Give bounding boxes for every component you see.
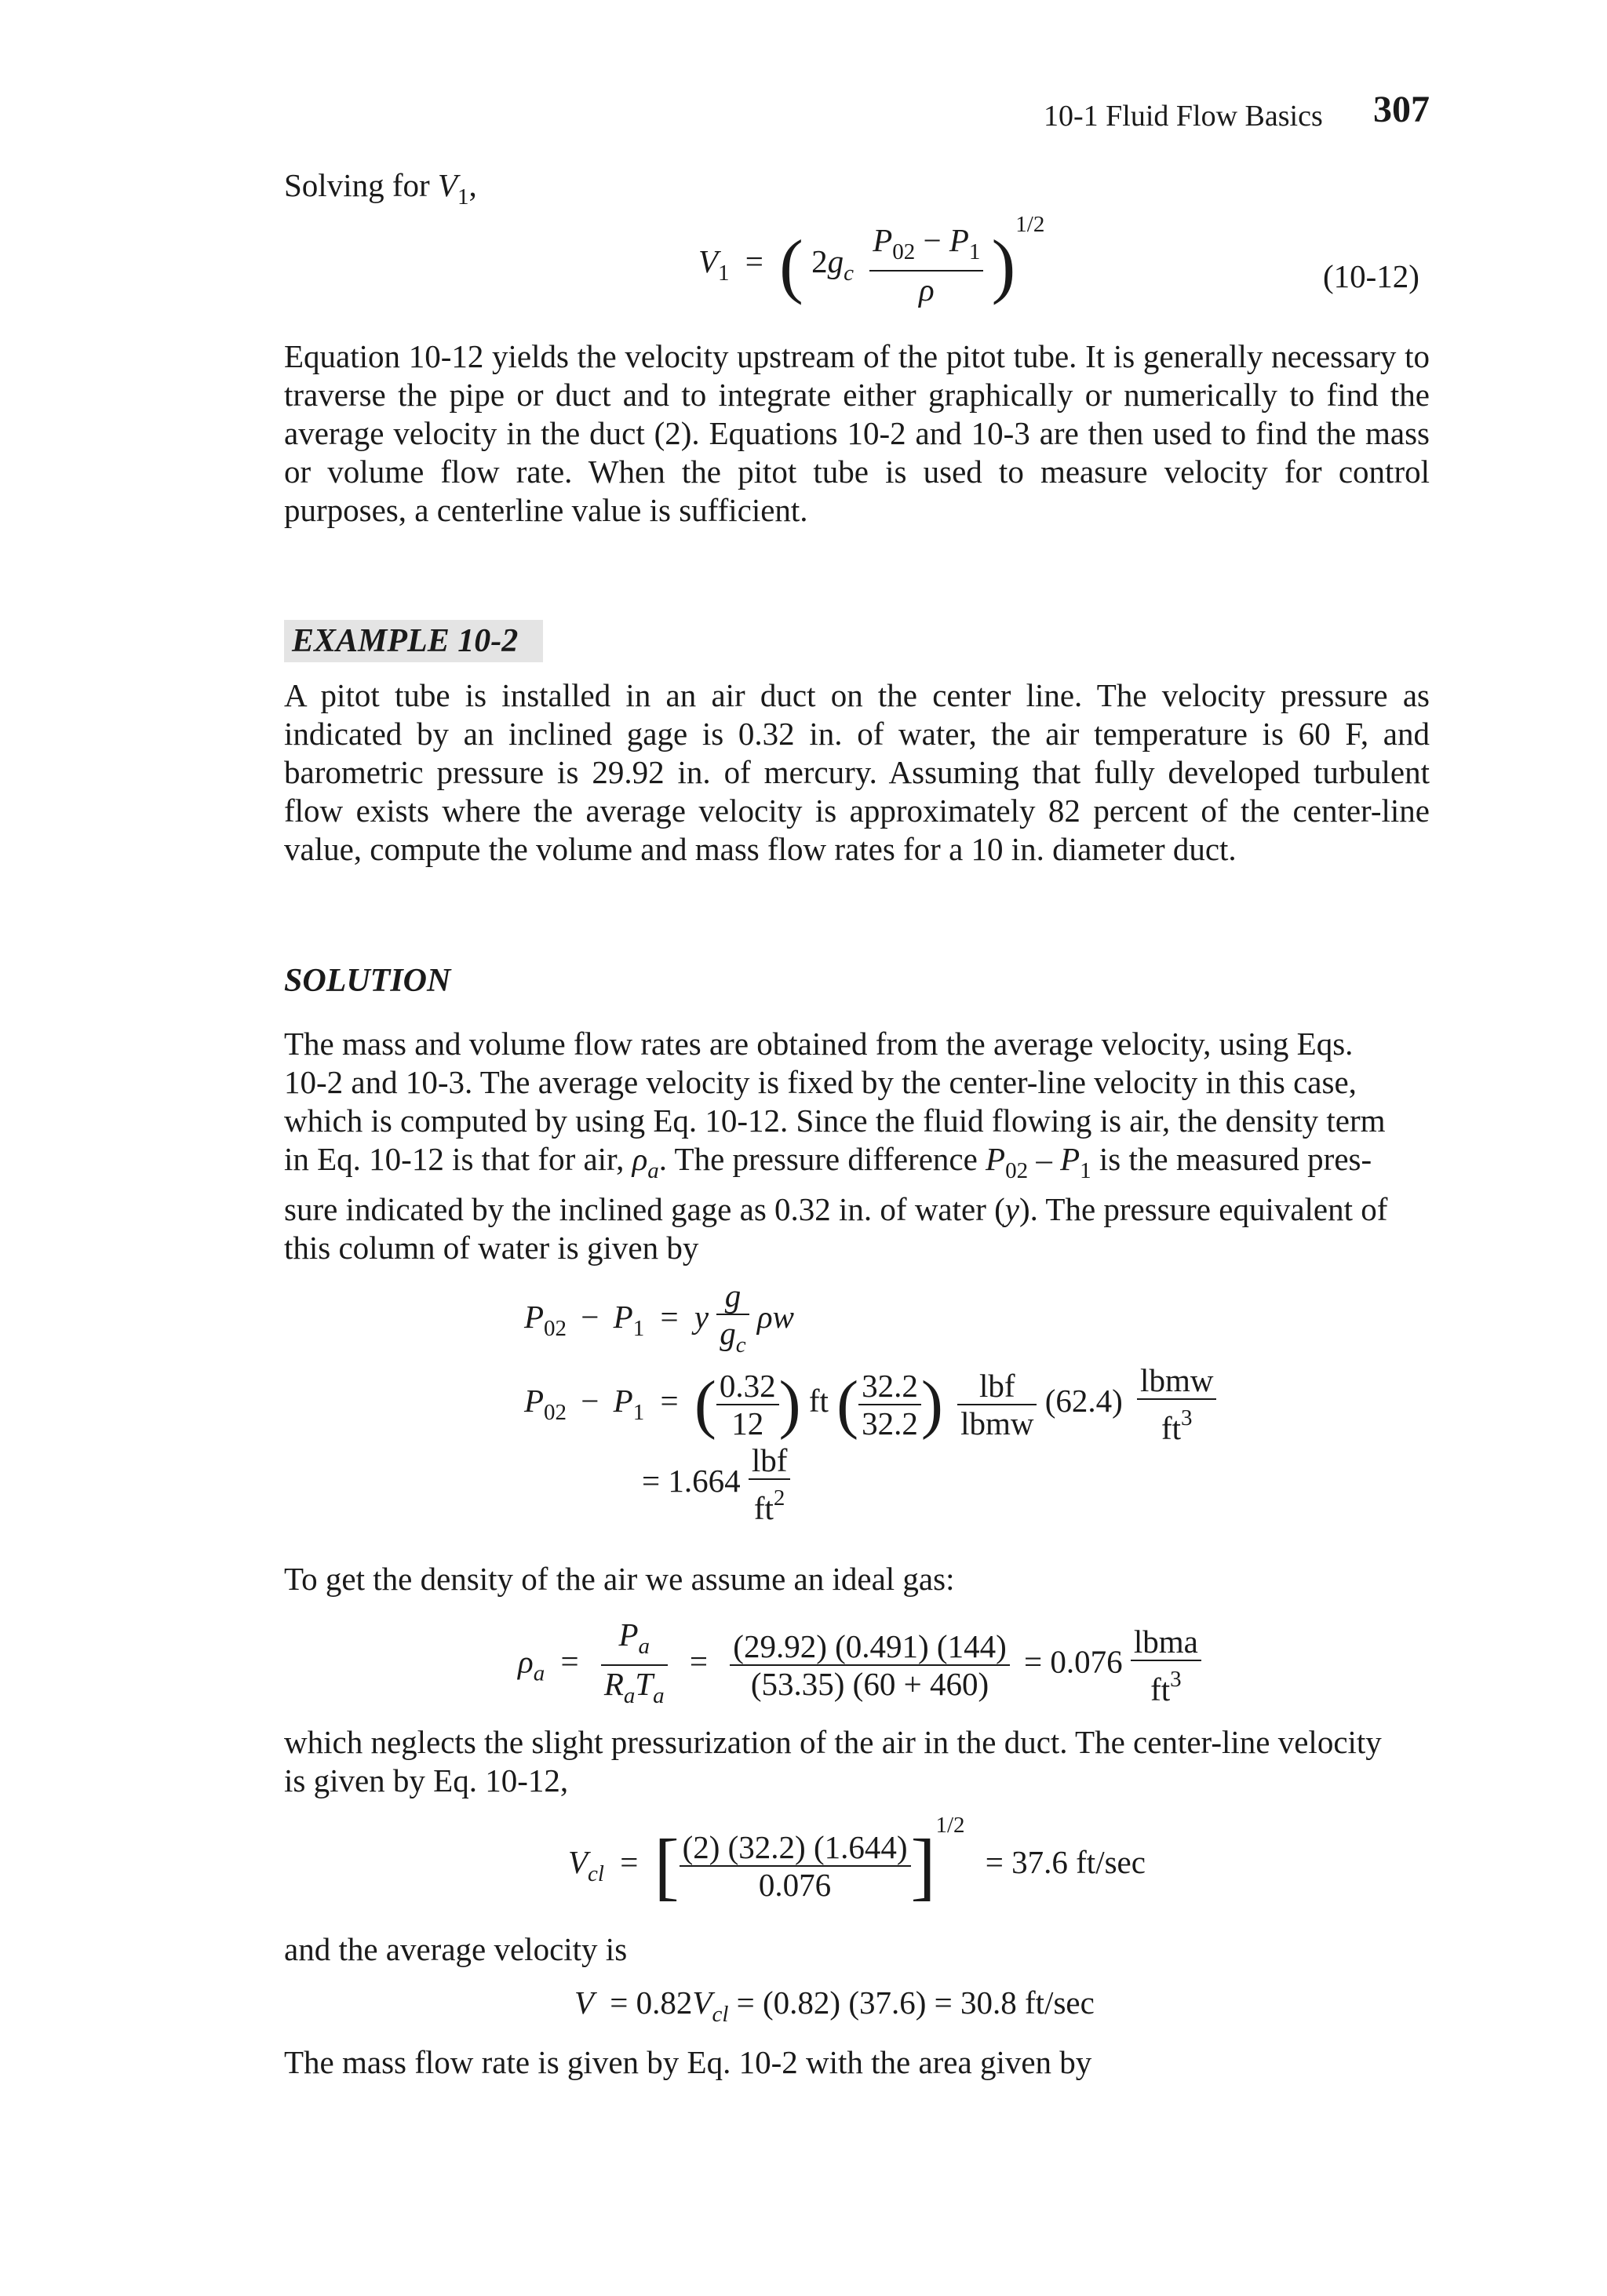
page-number: 307	[1373, 89, 1430, 130]
air-density-equation: $\rho_a$ = $\frac{P_a}{R_aT_a}$ = $\frac{(29.92) (0.491) (144)}{(53.35) (60 + 460)}$ = 0.076 $\frac{\text{lbma}}{ft^3}$	[518, 1616, 1201, 1714]
pressure-difference-equation: $P_{02} - P_1 = y$ $\frac{g}{g_c}$ ρw	[524, 1277, 794, 1358]
pressure-difference-numeric: $P_{02} - P_1$ = ( $\frac{0.32}{12}$ ) ft ( $\frac{32.2}{32.2}$ ) $\frac{\text{lbf}}{\text{lbmw}}$ (62.4) $\frac{\text{lbmw}}{ft^3}$	[524, 1362, 1216, 1446]
center-line-velocity-equation: $V_{cl}$ = [ $\frac{(2) (32.2) (1.644)}{0.076}$ ]$^{1/2}$ = 37.6 ft/sec	[568, 1813, 1146, 1908]
average-velocity-equation: $V = 0.82V_{cl} = (0.82) (37.6) = 30.8$ ft/sec	[574, 1984, 1095, 2027]
equation-label-10-12: (10-12)	[1323, 258, 1419, 294]
ideal-gas-text: To get the density of the air we assume an ideal gas:	[284, 1561, 955, 1597]
mass-flow-text: The mass flow rate is given by Eq. 10-2 with the area given by	[284, 2044, 1092, 2080]
equation-10-12: $V_1$ = ( $2g_c$ $\frac{P_{02} - P_1}{\rho}$ )$^{1/2}$	[698, 212, 1045, 308]
pressure-difference-result: = 1.664 $\frac{\text{lbf}}{ft^2}$	[642, 1442, 790, 1526]
average-velocity-text: and the average velocity is	[284, 1931, 628, 1967]
solving-for-line: Solving for $V_1$,	[284, 167, 477, 210]
body-paragraph-1: Equation 10-12 yields the velocity upstream of the pitot tube. It is generally necessary to traverse the pipe or duct and to integrate either graphically or numerically to find the average velocity in the duct (2). Equations 10-2 and 10-3 are then used to find the mass or volume flow rate. When the pitot tube is used to measure velocity for control purposes, a centerline value is sufficient.	[284, 338, 1430, 528]
pressure-fraction: $\frac{P_{02} - P_1}{\rho}$	[869, 222, 983, 308]
solution-heading: SOLUTION	[284, 963, 451, 999]
solution-paragraph: The mass and volume flow rates are obtained from the average velocity, using Eqs. 10-2 and 10-3. The average velocity is fixed by the center-line velocity in this case, which is computed by using Eq. 10-12. Since the fluid flowing is air, the density term in Eq. 10-12 is that for air, $\rho_a$. The pressure difference $P_{02} - P_1$ is the measured pres- sure indicated by the inclined gage as 0.32 in. of water (y). The pressure equivalent of this column of water is given by	[284, 1026, 1388, 1266]
example-text: A pitot tube is installed in an air duct on the center line. The velocity pressure as indicated by an inclined gage is 0.32 in. of water, the air temperature is 60 F, and barometric pressure is 29.92 in. of mercury. Assuming that fully developed turbulent flow exists where the average velocity is approximately 82 percent of the center-line value, compute the volume and mass flow rates for a 10 in. diameter duct.	[284, 677, 1430, 867]
section-title: 10-1 Fluid Flow Basics	[1044, 100, 1323, 133]
example-heading: EXAMPLE 10-2	[284, 620, 543, 662]
running-header	[1044, 88, 1430, 135]
center-line-velocity-text: which neglects the slight pressurization of the air in the duct. The center-line velocity is given by Eq. 10-12,	[284, 1724, 1382, 1799]
